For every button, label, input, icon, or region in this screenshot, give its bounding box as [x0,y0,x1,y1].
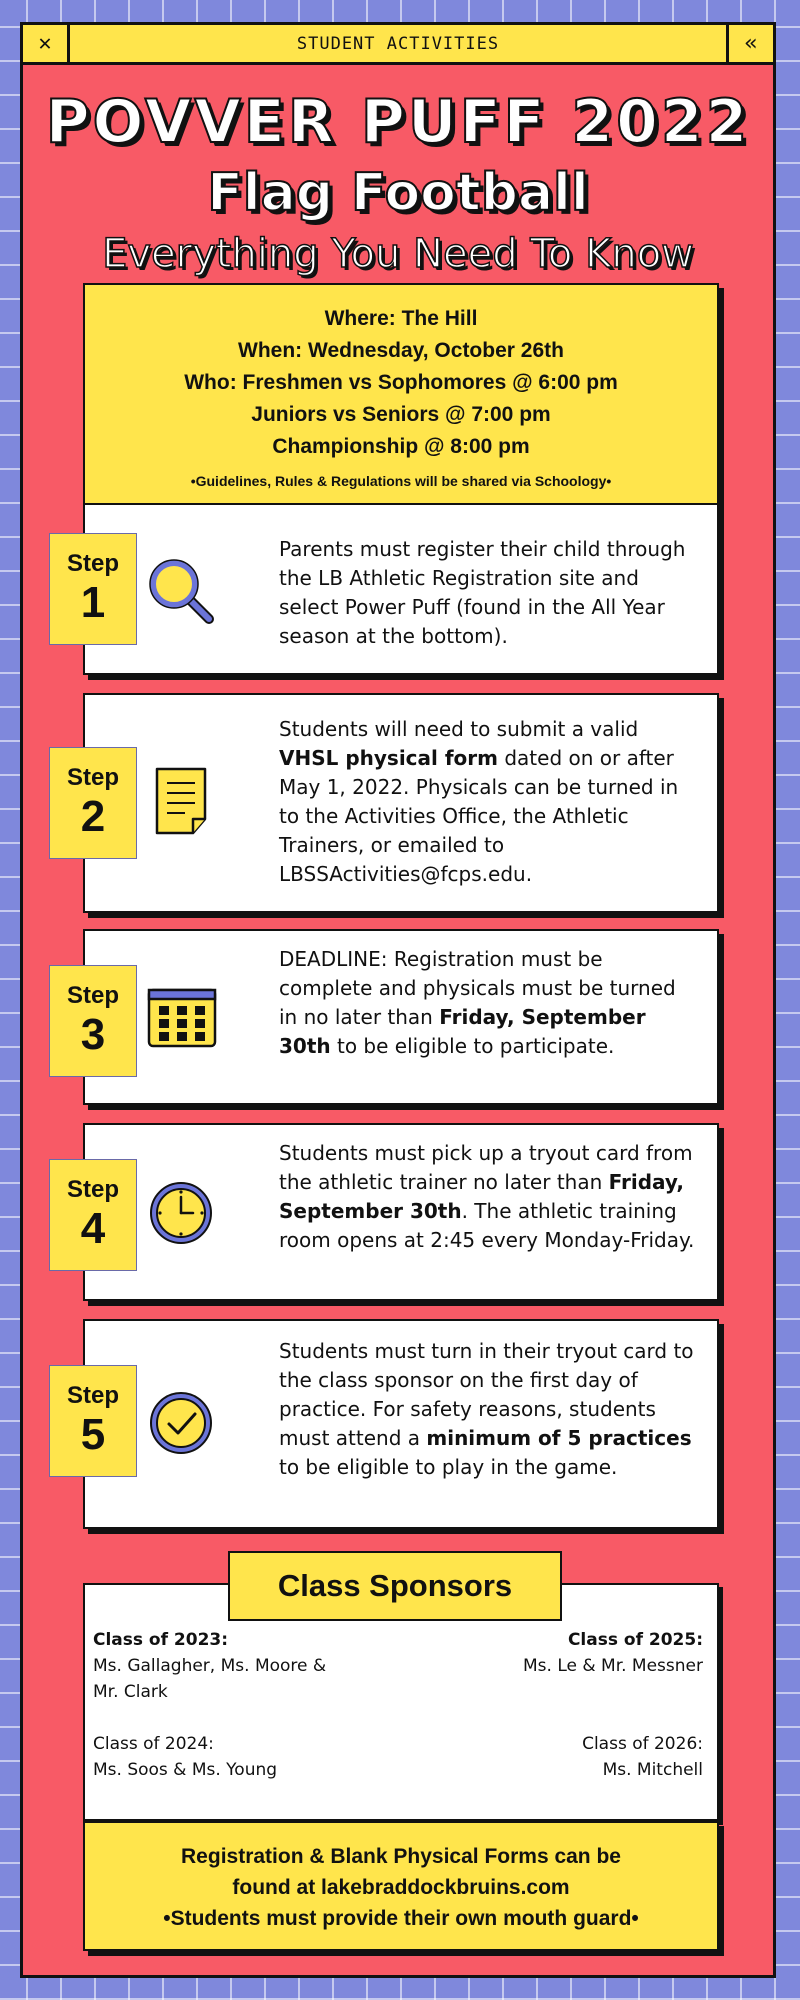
class-2025-names: Ms. Le & Mr. Messner [523,1656,703,1676]
who-text: Who: Freshmen vs Sophomores @ 6:00 pm [184,371,618,394]
top-bar [23,25,773,65]
step-4-badge [49,1159,137,1271]
step-label: Step [66,982,119,1009]
where-text: Where: The Hill [324,307,478,330]
class-2023-names-2: Mr. Clark [93,1682,168,1702]
class-2026 [582,1731,703,1783]
step-label: Step [66,764,119,791]
class-2023-label: Class of 2023: [93,1630,229,1650]
step-label: Step [66,550,119,577]
step-number: 1 [80,578,106,627]
step-1-text: Parents must register their child through the LB Athletic Registration site and select Power Puff (found in the All Year season at the bottom). [279,537,686,648]
class-2023 [93,1627,326,1705]
document-icon [143,763,219,839]
step-number: 4 [80,1204,106,1253]
class-2025-label: Class of 2025: [567,1630,703,1650]
clock-icon [143,1175,219,1251]
check-circle-icon [143,1385,219,1461]
step-4-text: Students must pick up a tryout card from the athletic trainer no later than Friday, September 30th. The athletic training room opens at 2:45 every Monday-Friday. [279,1141,695,1252]
page-subtitle: Flag Football [207,163,589,223]
sponsors-heading: Class Sponsors [228,1551,562,1621]
step-3-text: DEADLINE: Registration must be complete and physicals must be turned in no later than Friday, September 30th to be eligible to participate. [279,947,676,1058]
who-text-2: Juniors vs Seniors @ 7:00 pm [251,403,551,426]
step-number: 2 [80,792,106,841]
calendar-icon [143,980,219,1056]
class-2024-names: Ms. Soos & Ms. Young [93,1760,278,1780]
bar-title: STUDENT ACTIVITIES [296,33,500,54]
guidelines-note: •Guidelines, Rules & Regulations will be shared via Schoology• [190,473,612,489]
footer-card [83,1821,719,1951]
step-label: Step [66,1382,119,1409]
step-2-text: Students will need to submit a valid VHSL physical form dated on or after May 1, 2022. Physicals can be turned in to the Activities Office, the Athletic Trainers, or emailed to LBSSActivities@fcps.edu. [279,717,679,886]
step-1-badge [49,533,137,645]
magnifier-icon [143,553,219,629]
step-number: 3 [80,1010,106,1059]
page-tagline: Everything You Need To Know [102,231,694,277]
poster [20,22,776,1978]
step-2-badge [49,747,137,859]
class-2026-names: Ms. Mitchell [602,1760,703,1780]
class-2023-names: Ms. Gallagher, Ms. Moore & [93,1656,327,1676]
step-5-text: Students must turn in their tryout card to the class sponsor on the first day of practice. For safety reasons, students must attend a minimum of 5 practices to be eligible to play in the game. [279,1339,694,1479]
step-label: Step [66,1176,119,1203]
class-2025 [523,1627,703,1679]
footer-line-3: •Students must provide their own mouth guard• [163,1907,639,1930]
class-2026-label: Class of 2026: [582,1734,703,1754]
class-2024-label: Class of 2024: [93,1734,214,1754]
page-title: POVVER PUFF 2022 [45,87,751,157]
event-info-card [83,283,719,505]
double-chevron-left-icon: « [744,31,758,56]
close-button[interactable] [23,25,70,62]
step-3-badge [49,965,137,1077]
back-button[interactable] [726,25,773,62]
when-text: When: Wednesday, October 26th [238,339,564,362]
footer-line-1: Registration & Blank Physical Forms can be [181,1845,621,1868]
class-2024 [93,1731,277,1783]
footer-line-2: found at lakebraddockbruins.com [232,1876,570,1899]
step-5-badge [49,1365,137,1477]
step-number: 5 [80,1410,106,1459]
close-icon: ✕ [38,31,52,56]
championship-text: Championship @ 8:00 pm [272,435,530,458]
